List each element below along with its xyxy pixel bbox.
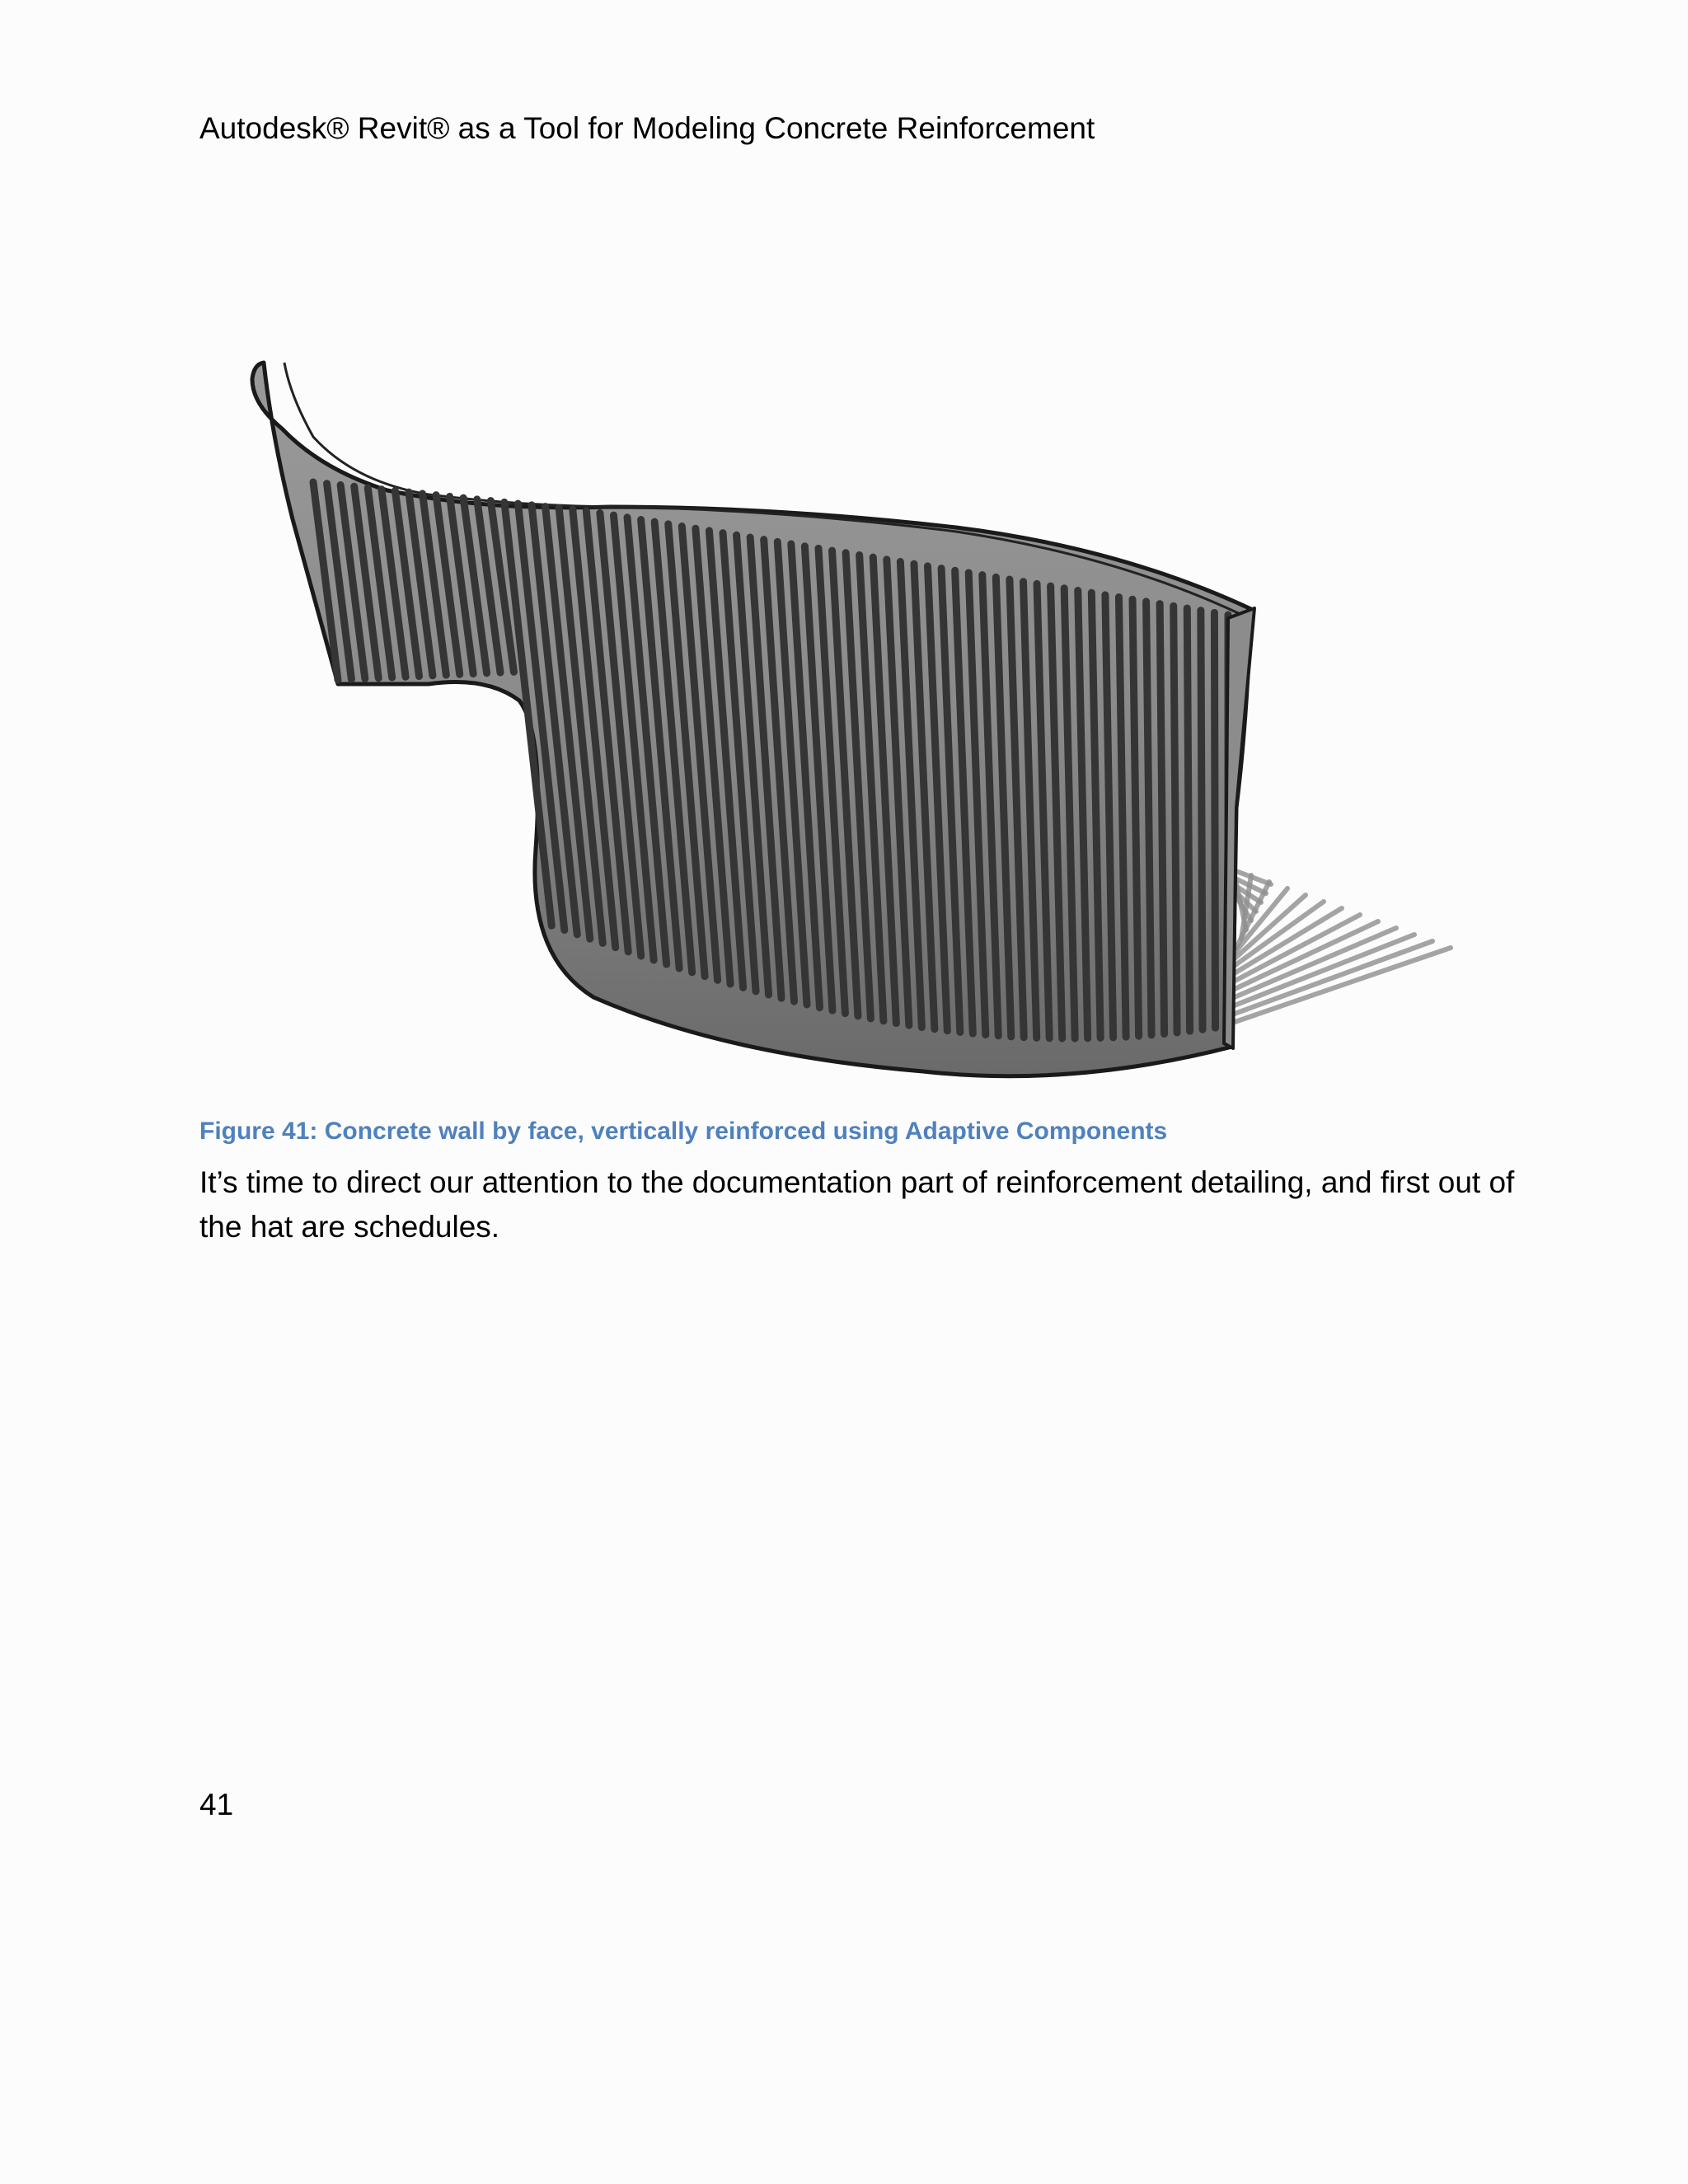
running-header: Autodesk® Revit® as a Tool for Modeling Concrete Reinforcement	[199, 111, 1095, 145]
rebar-bar	[1160, 604, 1164, 1034]
page-number: 41	[199, 1788, 234, 1821]
rebar-bar	[1187, 608, 1189, 1031]
wall-reinforcement-figure	[214, 346, 1500, 1104]
body-paragraph: It’s time to direct our attention to the documentation part of reinforcement detailing, and first out of the hat are schedules.	[199, 1165, 1515, 1244]
figure-caption: Figure 41: Concrete wall by face, vertically reinforced using Adaptive Components	[199, 1118, 1168, 1145]
rebar-bar	[1201, 611, 1203, 1030]
rebar-bar	[1174, 606, 1177, 1033]
wall-illustration	[214, 346, 1500, 1104]
rebar-bar	[1214, 612, 1215, 1028]
